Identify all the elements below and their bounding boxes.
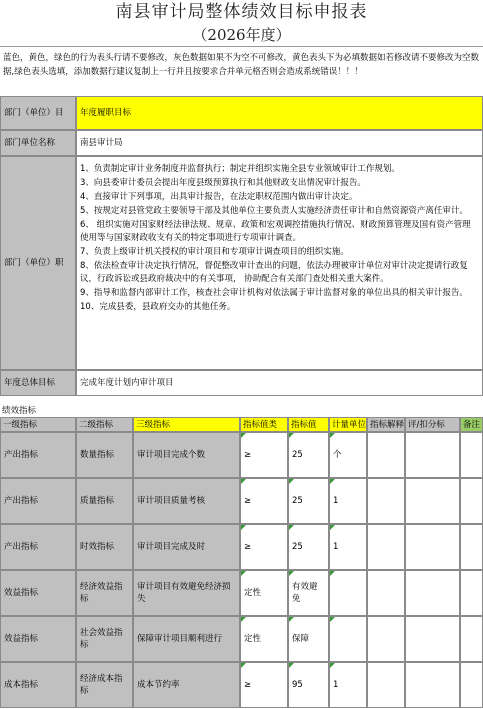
- row-unit[interactable]: [329, 570, 367, 616]
- duty-label: 部门（单位）职: [0, 156, 76, 370]
- row-value[interactable]: 25: [288, 432, 329, 478]
- dept-goal-label: 部门（单位）目: [0, 96, 76, 130]
- row-level2: 经济效益指标: [76, 570, 133, 616]
- row-value-type[interactable]: 定性: [240, 570, 288, 616]
- row-level2: 社会效益指标: [76, 616, 133, 662]
- row-level1: 产出指标: [0, 432, 76, 478]
- row-level3: 审计项目质量考核: [133, 478, 240, 524]
- row-level3: 审计项目有效避免经济损失: [133, 570, 240, 616]
- duty-item: 10、完成县委，县政府交办的其他任务。: [80, 302, 236, 312]
- row-remark[interactable]: [460, 662, 483, 708]
- header-scoring: 评/扣分标: [405, 417, 460, 432]
- duty-item: 9、指导和监督内部审计工作，核查社会审计机构对依法属于审计监督对象的单位出具的相关审计报告。: [80, 288, 468, 298]
- row-scoring[interactable]: [405, 616, 460, 662]
- row-value[interactable]: 25: [288, 524, 329, 570]
- row-remark[interactable]: [460, 432, 483, 478]
- row-scoring[interactable]: [405, 432, 460, 478]
- duty-item: 4、直接审计下列事项，出具审计报告，在法定职权范围内做出审计决定。: [80, 192, 358, 202]
- row-level3: 审计项目完成及时: [133, 524, 240, 570]
- instruction-notice: 蓝色，黄色，绿色的行为表头行请不要修改，灰色数据如果不为空不可修改，黄色表头下为必填数据如若修改请不要修改为空数据,绿色表头选填，添加数据行建议复制上一行并且按要求合并单元格否则会造成系统错误！！！: [0, 46, 483, 94]
- header-level2: 二级指标: [76, 417, 133, 432]
- row-value-type[interactable]: ≥: [240, 662, 288, 708]
- row-level3: 保障审计项目顺利进行: [133, 616, 240, 662]
- duty-item: 6、 组织实施对国家财经法律法规、规章、政策和宏观调控措施执行情况、财政预算管理及国有资产管理使用等与国家财政收支有关的特定事项进行专项审计调查。: [80, 220, 471, 243]
- duty-item: 5、按规定对县管党政主要领导干部及其他单位主要负责人实施经济责任审计和自然资源资产离任审计。: [80, 206, 468, 216]
- dept-goal-value[interactable]: 年度履职目标: [76, 96, 483, 130]
- row-level1: 效益指标: [0, 570, 76, 616]
- row-value-type[interactable]: ≥: [240, 524, 288, 570]
- row-scoring[interactable]: [405, 524, 460, 570]
- row-level2: 时效指标: [76, 524, 133, 570]
- row-value-type[interactable]: ≥: [240, 478, 288, 524]
- unit-name-label: 部门单位名称: [0, 130, 76, 156]
- row-level2: 经济成本指标: [76, 662, 133, 708]
- header-value-type: 指标值类: [240, 417, 288, 432]
- header-level3: 三级指标: [133, 417, 240, 432]
- row-scoring[interactable]: [405, 570, 460, 616]
- row-level1: 产出指标: [0, 524, 76, 570]
- header-value: 指标值: [288, 417, 329, 432]
- row-value[interactable]: 95: [288, 662, 329, 708]
- row-explanation[interactable]: [367, 662, 405, 708]
- header-level1: 一级指标: [0, 417, 76, 432]
- row-remark[interactable]: [460, 570, 483, 616]
- duty-content[interactable]: [76, 156, 483, 370]
- row-explanation[interactable]: [367, 524, 405, 570]
- row-unit[interactable]: [329, 616, 367, 662]
- duty-item: 1、负责制定审计业务制度并监督执行；制定并组织实施全县专业领域审计工作规划。: [80, 164, 400, 174]
- row-scoring[interactable]: [405, 662, 460, 708]
- row-unit[interactable]: 个: [329, 432, 367, 478]
- header-explanation: 指标解释: [367, 417, 405, 432]
- header-remark: 备注: [460, 417, 483, 432]
- row-value[interactable]: 保障: [288, 616, 329, 662]
- row-level1: 成本指标: [0, 662, 76, 708]
- row-unit[interactable]: 1: [329, 662, 367, 708]
- row-explanation[interactable]: [367, 478, 405, 524]
- row-scoring[interactable]: [405, 478, 460, 524]
- row-level1: 效益指标: [0, 616, 76, 662]
- row-level2: 质量指标: [76, 478, 133, 524]
- perf-section-label: 绩效指标: [2, 406, 37, 416]
- row-explanation[interactable]: [367, 432, 405, 478]
- header-unit: 计量单位: [329, 417, 367, 432]
- row-level1: 产出指标: [0, 478, 76, 524]
- row-remark[interactable]: [460, 524, 483, 570]
- duty-list: [80, 163, 479, 314]
- form-year: （2026年度）: [192, 26, 291, 44]
- duty-item: 8、依法检查审计决定执行情况，督促整改审计查出的问题，依法办理被审计单位对审计决定提请行政复议，行政诉讼或县政府裁决中的有关事项， 协助配合有关部门查处相关重大案件。: [80, 261, 468, 284]
- row-explanation[interactable]: [367, 570, 405, 616]
- annual-goal-label: 年度总体目标: [0, 370, 76, 396]
- duty-item: 7、负责上级审计机关授权的审计项目和专项审计调查项目的组织实施。: [80, 247, 349, 257]
- row-unit[interactable]: 1: [329, 524, 367, 570]
- row-level2: 数量指标: [76, 432, 133, 478]
- duty-item: 3、向县委审计委员会提出年度县级预算执行和其他财政支出情况审计报告。: [80, 178, 366, 188]
- annual-goal-value[interactable]: 完成年度计划内审计项目: [76, 370, 483, 396]
- row-value-type[interactable]: 定性: [240, 616, 288, 662]
- row-remark[interactable]: [460, 616, 483, 662]
- form-title: 南县审计局整体绩效目标申报表: [115, 2, 368, 22]
- row-level3: 审计项目完成个数: [133, 432, 240, 478]
- row-explanation[interactable]: [367, 616, 405, 662]
- row-level3: 成本节约率: [133, 662, 240, 708]
- row-value[interactable]: 25: [288, 478, 329, 524]
- row-value[interactable]: 有效避免: [288, 570, 329, 616]
- unit-name-value[interactable]: 南县审计局: [76, 130, 483, 156]
- row-remark[interactable]: [460, 478, 483, 524]
- row-value-type[interactable]: ≥: [240, 432, 288, 478]
- row-unit[interactable]: 1: [329, 478, 367, 524]
